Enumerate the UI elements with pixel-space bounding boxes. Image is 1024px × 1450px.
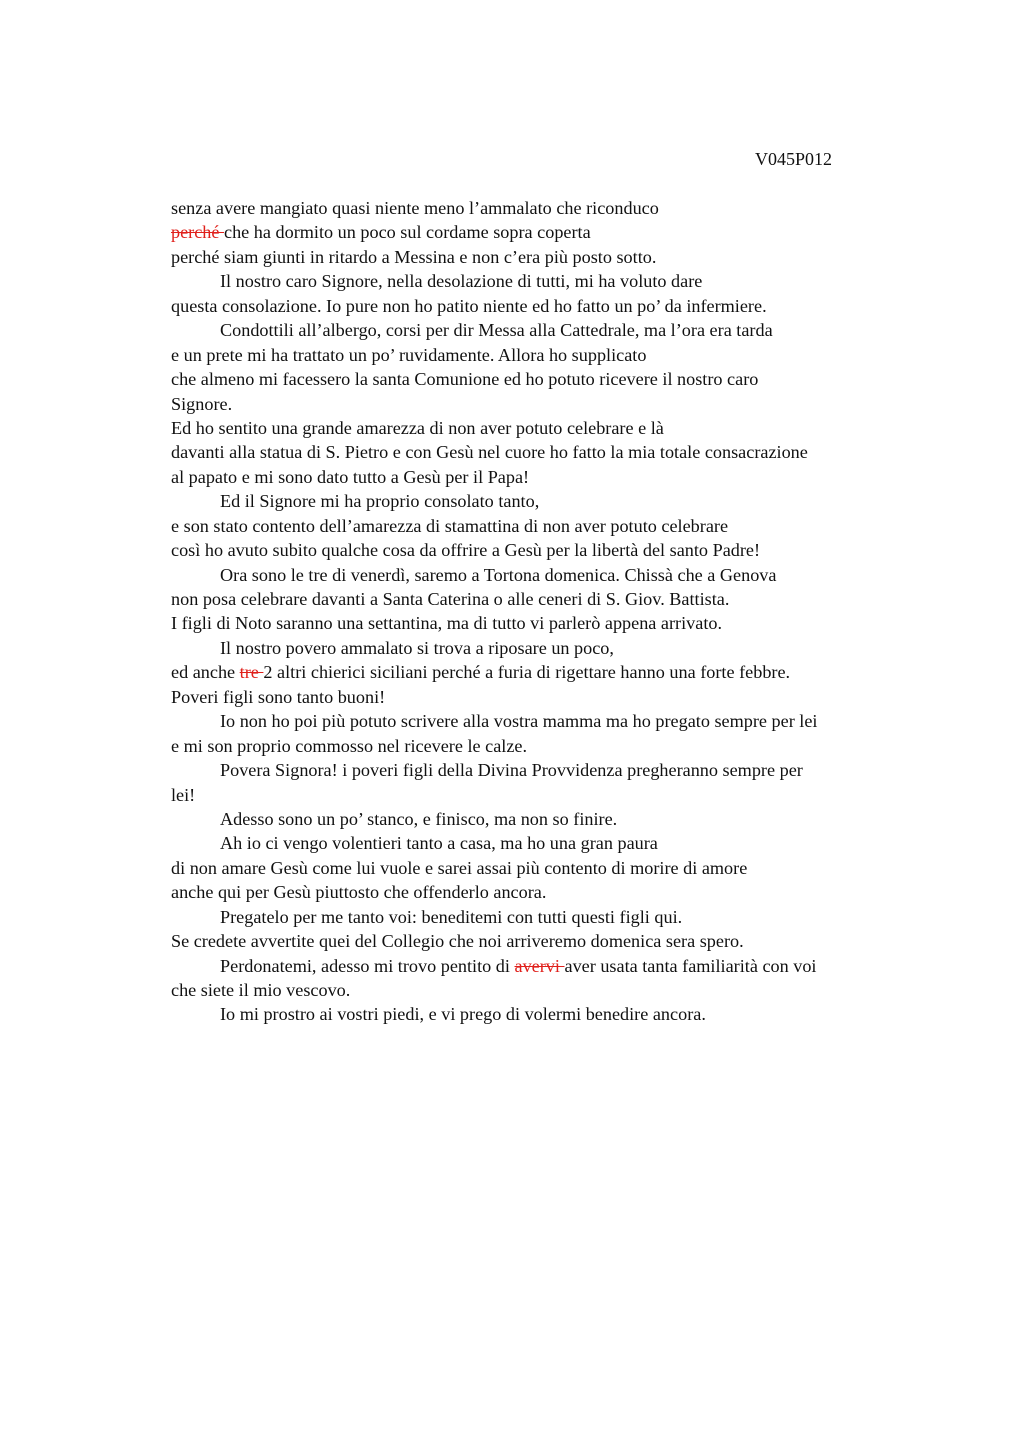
text-line: [171, 783, 911, 807]
text-line: [171, 807, 911, 831]
text-segment: I figli di Noto saranno una settantina, ma di tutto vi parlerò appena arrivato.: [171, 613, 723, 634]
text-line: [171, 294, 911, 318]
text-line: [171, 343, 911, 367]
text-segment: che ha dormito un poco sul cordame sopra coperta: [224, 222, 591, 243]
text-segment: di non amare Gesù come lui vuole e sarei assai più contento di morire di amore: [171, 857, 748, 878]
letter-body: [171, 196, 911, 1027]
text-line: [171, 392, 911, 416]
text-line: [171, 489, 911, 513]
text-line: [171, 709, 911, 733]
text-segment: senza avere mangiato quasi niente meno l’ammalato che riconduco: [171, 198, 659, 218]
text-segment: ed anche: [171, 662, 240, 683]
text-line: [171, 611, 911, 635]
text-segment: Io mi prostro ai vostri piedi, e vi prego di volermi benedire ancora.: [220, 1004, 706, 1025]
text-segment: Adesso sono un po’ stanco, e finisco, ma non so finire.: [220, 808, 618, 829]
text-segment: davanti alla statua di S. Pietro e con Gesù nel cuore ho fatto la mia totale consacrazione: [171, 442, 808, 463]
text-line: [171, 416, 911, 440]
deleted-text: perché: [171, 222, 225, 243]
text-segment: aver usata tanta familiarità con voi: [564, 955, 817, 976]
text-line: [171, 978, 911, 1002]
text-line: [171, 636, 911, 660]
text-line: [171, 831, 911, 855]
deleted-text: tre: [239, 662, 264, 683]
text-line: [171, 1002, 911, 1026]
text-segment: Il nostro caro Signore, nella desolazione di tutti, mi ha voluto dare: [220, 271, 703, 292]
text-segment: Il nostro povero ammalato si trova a riposare un poco,: [220, 637, 614, 658]
text-segment: Condottili all’albergo, corsi per dir Messa alla Cattedrale, ma l’ora era tarda: [220, 320, 773, 341]
text-segment: Pregatelo per me tanto voi: beneditemi con tutti questi figli qui.: [220, 906, 683, 927]
text-line: [171, 954, 911, 978]
text-segment: Povera Signora! i poveri figli della Divina Provvidenza pregheranno sempre per: [220, 760, 803, 781]
text-line: [171, 220, 911, 244]
text-line: [171, 465, 911, 489]
text-segment: Poveri figli sono tanto buoni!: [171, 686, 386, 707]
text-line: [171, 660, 911, 684]
deleted-text: avervi: [514, 955, 565, 976]
text-segment: così ho avuto subito qualche cosa da offrire a Gesù per la libertà del santo Padre!: [171, 540, 761, 561]
text-line: [171, 440, 911, 464]
text-line: [171, 685, 911, 709]
text-line: [171, 734, 911, 758]
text-segment: al papato e mi sono dato tutto a Gesù per il Papa!: [171, 466, 530, 487]
text-segment: Ed ho sentito una grande amarezza di non aver potuto celebrare e là: [171, 417, 664, 438]
text-segment: non posa celebrare davanti a Santa Caterina o alle ceneri di S. Giov. Battista.: [171, 589, 730, 609]
text-segment: lei!: [171, 784, 196, 805]
text-line: [171, 856, 911, 880]
text-segment: che siete il mio vescovo.: [171, 980, 351, 1000]
text-segment: Ed il Signore mi ha proprio consolato tanto,: [220, 491, 540, 512]
text-segment: Perdonatemi, adesso mi trovo pentito di: [220, 955, 515, 976]
text-segment: e son stato contento dell’amarezza di stamattina di non aver potuto celebrare: [171, 515, 729, 536]
text-line: [171, 929, 911, 953]
text-line: [171, 245, 911, 269]
text-segment: Io non ho poi più potuto scrivere alla vostra mamma ma ho pregato sempre per lei: [220, 711, 818, 732]
text-segment: che almeno mi facessero la santa Comunione ed ho potuto ricevere il nostro caro: [171, 369, 759, 390]
text-segment: perché siam giunti in ritardo a Messina e non c’era più posto sotto.: [171, 246, 657, 267]
text-line: [171, 905, 911, 929]
text-line: [171, 367, 911, 391]
text-line: [171, 269, 911, 293]
text-segment: e un prete mi ha trattato un po’ ruvidamente. Allora ho supplicato: [171, 344, 647, 365]
page-identifier: V045P012: [755, 149, 833, 169]
text-line: [171, 318, 911, 342]
text-line: [171, 196, 911, 220]
text-segment: e mi son proprio commosso nel ricevere le calze.: [171, 735, 528, 756]
text-segment: Se credete avvertite quei del Collegio che noi arriveremo domenica sera spero.: [171, 931, 744, 952]
text-segment: Ora sono le tre di venerdì, saremo a Tortona domenica. Chissà che a Genova: [220, 564, 777, 585]
text-segment: Ah io ci vengo volentieri tanto a casa, ma ho una gran paura: [220, 833, 658, 854]
text-line: [171, 563, 911, 587]
text-line: [171, 880, 911, 904]
text-line: [171, 587, 911, 611]
text-line: [171, 538, 911, 562]
text-segment: anche qui per Gesù piuttosto che offenderlo ancora.: [171, 882, 547, 903]
text-segment: Signore.: [171, 393, 233, 414]
text-segment: 2 altri chierici siciliani perché a furia di rigettare hanno una forte febbre.: [263, 662, 791, 683]
text-line: [171, 514, 911, 538]
text-segment: questa consolazione. Io pure non ho patito niente ed ho fatto un po’ da infermiere.: [171, 295, 767, 316]
text-line: [171, 758, 911, 782]
